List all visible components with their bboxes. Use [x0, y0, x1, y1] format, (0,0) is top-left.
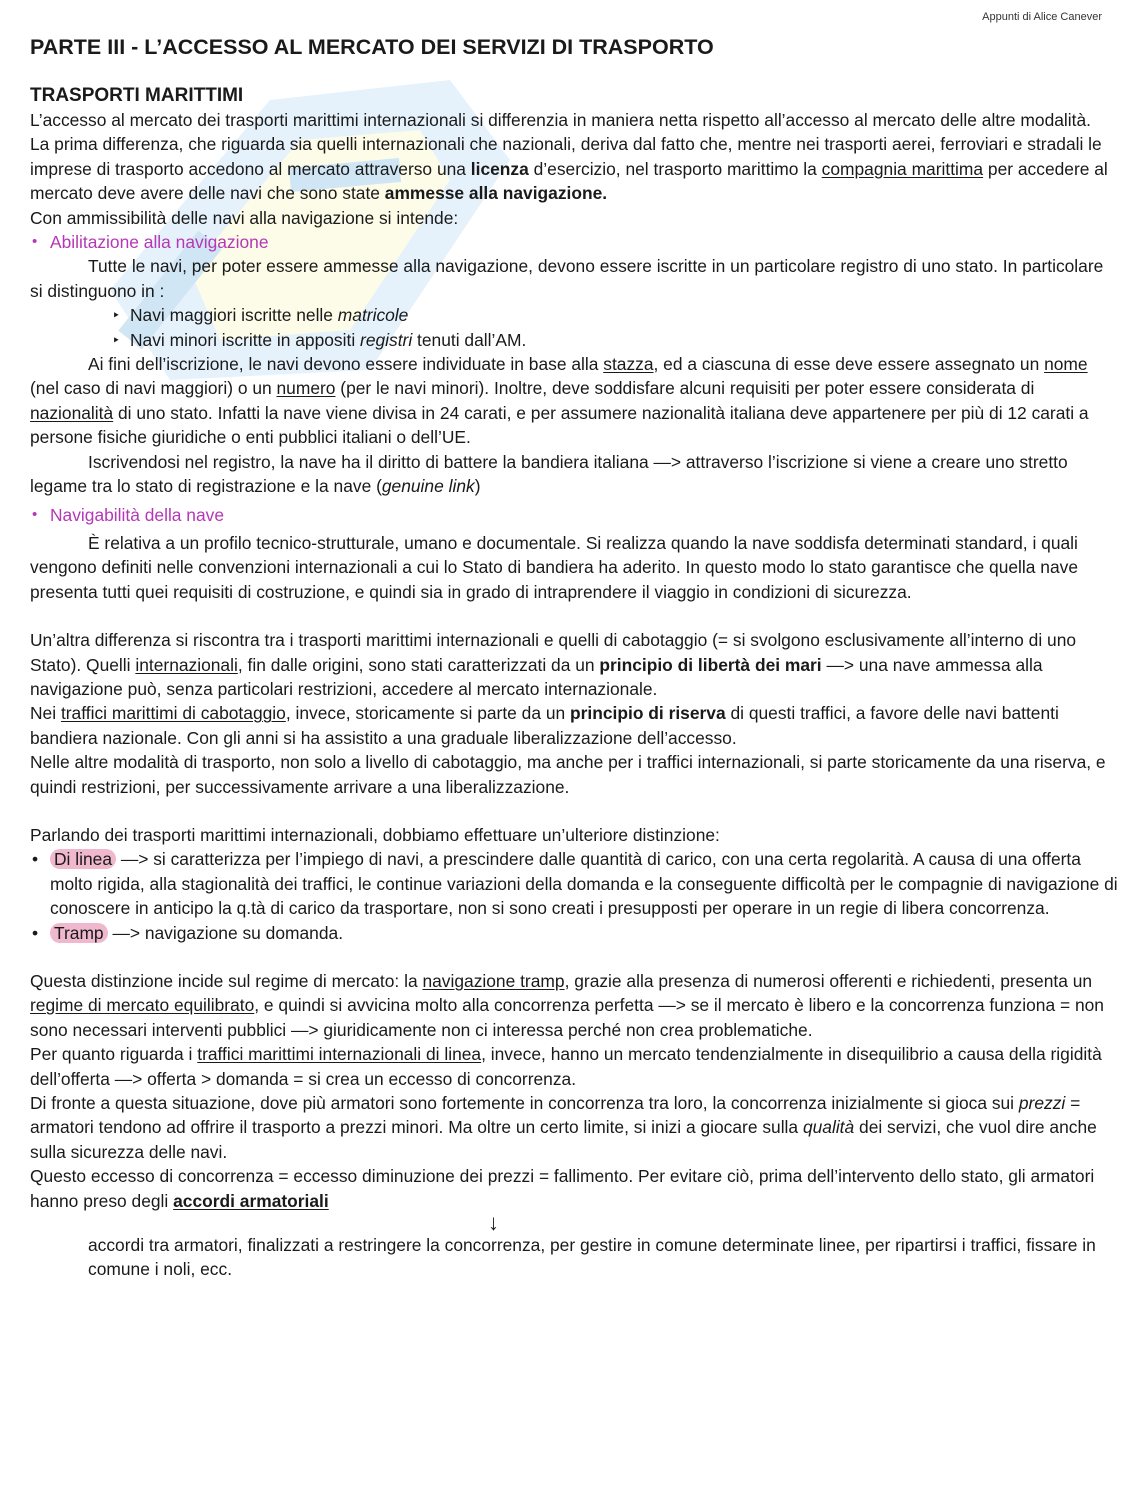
- arrow-down-icon: ↓: [488, 1210, 499, 1236]
- paragraph-accordi-definizione: accordi tra armatori, finalizzati a restringere la concorrenza, per gestire in comune determinate linee, per ripartirsi i traffici, fissare in comune i noli, ecc.: [88, 1235, 1096, 1280]
- paragraph-iscrizione: Ai fini dell’iscrizione, le navi devono essere individuate in base alla stazza, ed a ciascuna di esse deve essere assegnato un nome (nel caso di navi maggiori) o un numero (per le navi minori). Inoltre, deve soddisfare alcuni requisiti per poter essere considerata di nazionalità di uno stato. Infatti la nave viene divisa in 24 carati, e per assumere nazionalità italiana deve appartenere per più di 12 carati a persone fisiche giuridiche o enti pubblici italiani o dell’UE.: [30, 354, 1089, 448]
- list-item-tramp: • Tramp —> navigazione su domanda.: [30, 921, 1120, 945]
- paragraph-traffici-linea: Per quanto riguarda i traffici marittimi internazionali di linea, invece, hanno un mercato tendenzialmente in disequilibrio a causa della rigidità dell’offerta —> offerta > domanda = si crea un eccesso di concorrenza.: [30, 1044, 1102, 1089]
- paragraph-regime-mercato: Questa distinzione incide sul regime di mercato: la navigazione tramp, grazie alla presenza di numerosi offerenti e richiedenti, presenta un regime di mercato equilibrato, e quindi si avvicina molto alla concorrenza perfetta —> se il mercato è libero e la concorrenza funziona = non sono necessari interventi pubblici —> giuridicamente non ci interessa perché non crea problematiche.: [30, 971, 1104, 1040]
- paragraph-intro: L’accesso al mercato dei trasporti marittimi internazionali si differenzia in maniera netta rispetto all’accesso al mercato delle altre modalità.: [30, 110, 1091, 130]
- paragraph-riserva: Nei traffici marittimi di cabotaggio, invece, storicamente si parte da un principio di riserva di questi traffici, a favore delle navi battenti bandiera nazionale. Con gli anni si ha assistito a una graduale liberalizzazione dell’accesso.: [30, 703, 1059, 748]
- section-title: TRASPORTI MARITTIMI: [30, 85, 244, 106]
- page-title: PARTE III - L’ACCESSO AL MERCATO DEI SERVIZI DI TRASPORTO: [30, 35, 714, 59]
- bullet-navigabilita: • Navigabilità della nave: [30, 503, 1120, 527]
- paragraph-bandiera: Iscrivendosi nel registro, la nave ha il diritto di battere la bandiera italiana —> attraverso l’iscrizione si viene a creare uno stretto legame tra lo stato di registrazione e la nave (genuine link): [30, 451, 1068, 497]
- sub-item-navi-minori: ‣ Navi minori iscritte in appositi registri tenuti dall’AM.: [30, 328, 1120, 352]
- paragraph-cabotaggio: Un’altra differenza si riscontra tra i trasporti marittimi internazionali e quelli di cabotaggio (= si svolgono esclusivamente all’interno di uno Stato). Quelli internazionali, fin dalle origini, sono stati caratterizzati da un principio di libertà dei mari —> una nave ammessa alla navigazione può, senza particolari restrizioni, accedere al mercato internazionale.: [30, 630, 1077, 699]
- paragraph-navigabilita: È relativa a un profilo tecnico-strutturale, umano e documentale. Si realizza quando la nave soddisfa determinati standard, i quali vengono definiti nelle convenzioni internazionali a cui lo Stato di bandiera ha aderito. In questo modo lo stato garantisce che quella nave presenta tutti quei requisiti di costruzione, e quindi sia in grado di intraprendere il viaggio in condizioni di sicurezza.: [30, 532, 1078, 602]
- header-note: Appunti di Alice Canever: [982, 11, 1102, 23]
- paragraph-altre-modalita: Nelle altre modalità di trasporto, non solo a livello di cabotaggio, ma anche per i traffici internazionali, si parte storicamente da una riserva, e quindi restrizioni, per successivamente arrivare a una liberalizzazione.: [30, 752, 1106, 797]
- paragraph-registro: Tutte le navi, per poter essere ammesse alla navigazione, devono essere iscritte in un particolare registro di uno stato. In particolare si distinguono in :: [30, 256, 1104, 301]
- highlight-di-linea: Di linea: [50, 849, 116, 869]
- sub-item-navi-maggiori: ‣ Navi maggiori iscritte nelle matricole: [30, 303, 1120, 327]
- highlight-tramp: Tramp: [50, 923, 108, 943]
- paragraph-accordi: Questo eccesso di concorrenza = eccesso diminuzione dei prezzi = fallimento. Per evitare ciò, prima dell’intervento dello stato, gli armatori hanno preso degli accordi armatoriali: [30, 1166, 1095, 1211]
- paragraph-prezzi-qualita: Di fronte a questa situazione, dove più armatori sono fortemente in concorrenza tra loro, la concorrenza inizialmente si gioca sui prezzi = armatori tendono ad offrire il trasporto a prezzi minori. Ma oltre un certo limite, si inizi a giocare sulla qualità dei servizi, che vuol dire anche sulla sicurezza delle navi.: [30, 1093, 1097, 1162]
- paragraph-ammissibilita: Con ammissibilità delle navi alla navigazione si intende:: [30, 207, 459, 228]
- paragraph-first-difference: La prima differenza, che riguarda sia quelli internazionali che nazionali, deriva dal fatto che, mentre nei trasporti aerei, ferroviari e stradali le imprese di trasporto accedono al mercato attraverso una licenza d’esercizio, nel trasporto marittimo la compagnia marittima per accedere al mercato deve avere delle navi che sono state ammesse alla navigazione.: [30, 134, 1108, 204]
- document-body: [30, 34, 1120, 1282]
- paragraph-distinzione: Parlando dei trasporti marittimi internazionali, dobbiamo effettuare un’ulteriore distinzione:: [30, 824, 720, 845]
- bullet-abilitazione: • Abilitazione alla navigazione: [30, 230, 1120, 254]
- list-item-di-linea: • Di linea —> si caratterizza per l’impiego di navi, a prescindere dalle quantità di carico, con una certa regolarità. A causa di una offerta molto rigida, alla stagionalità dei traffici, le continue variazioni della domanda e la conseguente difficoltà per le compagnie di navigazione di conoscere in anticipo la q.tà di carico da trasportare, non si sono creati i presupposti per operare in un regie di libera concorrenza.: [30, 847, 1120, 920]
